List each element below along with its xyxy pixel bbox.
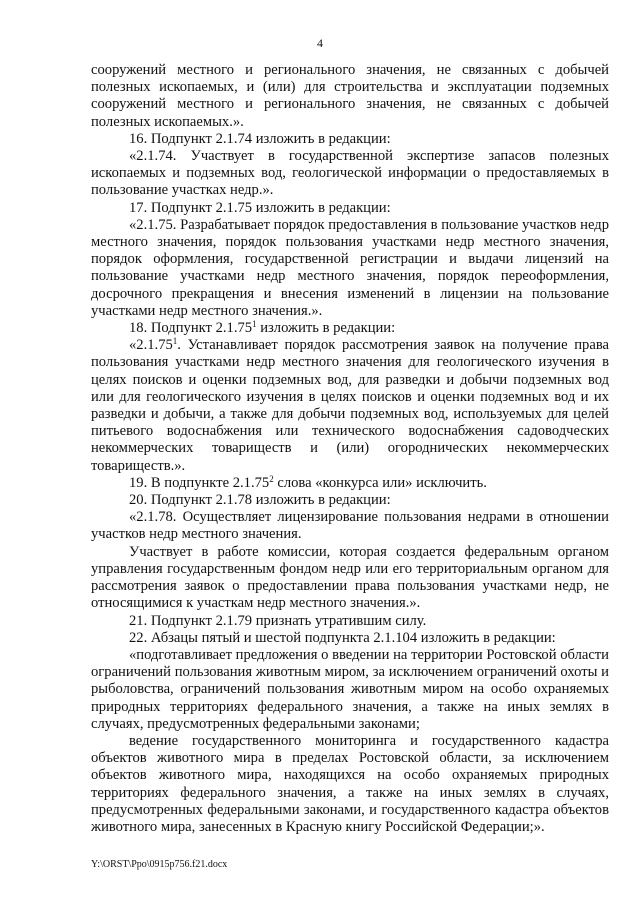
- paragraph-item-22: 22. Абзацы пятый и шестой подпункта 2.1.104 изложить в редакции:: [129, 629, 556, 646]
- footer-file-path: Y:\ORST\Ppo\0915p756.f21.docx: [91, 859, 228, 870]
- item-19-text-start: 19. В подпункте 2.1.75: [129, 474, 270, 491]
- item-18-text-start: 18. Подпункт 2.1.75: [129, 320, 253, 337]
- paragraph-quote-2-1-75: «2.1.75. Разрабатывает порядок предоставления в пользование участков недр местного значения, порядок пользования участками недр местного значения, порядок оформления, государственной регистрации и выдачи лицензий на пользование участками недр местного значения, порядок переоформления, досрочного прекращения и внесения изменений в лицензии на пользование участками недр местного значения.».: [91, 216, 609, 319]
- paragraph-monitoring: ведение государственного мониторинга и государственного кадастра объектов животного мира в пределах Ростовской области, за исключением объектов животного мира, находящихся на особо охраняемых природных территориях федерального значения, а также на иных землях в случаях, предусмотренных федеральными законами, и государственного кадастра объектов животного мира, занесенных в Красную книгу Российской Федерации;».: [91, 732, 609, 835]
- paragraph-item-19: [91, 475, 609, 492]
- quote-2-1-75-1-superscript: 1: [172, 336, 178, 347]
- paragraph-quote-restrictions: «подготавливает предложения о введении на территории Ростовской области ограничений пользования животным миром, за исключением ограничений охоты и рыболовства, ограничений пользования животным миром на особо охраняемых природных территориях федерального значения, а также на иных землях в случаях, предусмотренных федеральными законами;: [91, 646, 609, 732]
- paragraph-item-16: 16. Подпункт 2.1.74 изложить в редакции:: [129, 130, 391, 147]
- quote-2-1-75-1-text: . Устанавливает порядок рассмотрения заявок на получение права пользования участками недр местного значения для геологического изучения в целях поисков и оценки подземных вод, для разведки и добычи подземных вод или для геологического изучения в целях поисков и оценки подземных вод и их разведки и добычи, а также для добычи подземных вод, используемых для целей питьевого водоснабжения или технического водоснабжения садоводческих некоммерческих товариществ и (или) огороднических некоммерческих товариществ.».: [91, 337, 609, 474]
- paragraph-quote-2-1-75-1: [91, 337, 609, 475]
- quote-2-1-75-1-number: «2.1.75: [129, 337, 173, 354]
- paragraph-item-21: 21. Подпункт 2.1.79 признать утратившим силу.: [129, 612, 427, 629]
- page-number: 4: [317, 36, 323, 50]
- paragraph-commission: Участвует в работе комиссии, которая создается федеральным органом управления государственным фондом недр или его территориальным органом для рассмотрения заявок о предоставлении права пользования участками недр, не относящимися к участкам недр местного значения.».: [91, 543, 609, 612]
- document-body: [91, 62, 609, 836]
- paragraph-continuation: сооружений местного и регионального значения, не связанных с добычей полезных ископаемых, и (или) для строительства и эксплуатации подземных сооружений местного и регионального значения, не связанных с добычей полезных ископаемых.».: [91, 62, 609, 130]
- paragraph-quote-2-1-78: «2.1.78. Осуществляет лицензирование пользования недрами в отношении участков недр местного значения.: [91, 509, 609, 543]
- item-18-superscript: 1: [252, 319, 257, 330]
- paragraph-item-17: 17. Подпункт 2.1.75 изложить в редакции:: [129, 199, 391, 216]
- item-18-text-end: изложить в редакции:: [256, 320, 396, 337]
- paragraph-quote-2-1-74: «2.1.74. Участвует в государственной экспертизе запасов полезных ископаемых и подземных вод, геологической информации о предоставляемых в пользование участках недр.».: [91, 148, 609, 199]
- paragraph-item-18: [91, 320, 609, 337]
- paragraph-item-20: 20. Подпункт 2.1.78 изложить в редакции:: [129, 492, 391, 509]
- item-19-superscript: 2: [269, 473, 274, 484]
- item-19-text-end: слова «конкурса или» исключить.: [273, 474, 487, 491]
